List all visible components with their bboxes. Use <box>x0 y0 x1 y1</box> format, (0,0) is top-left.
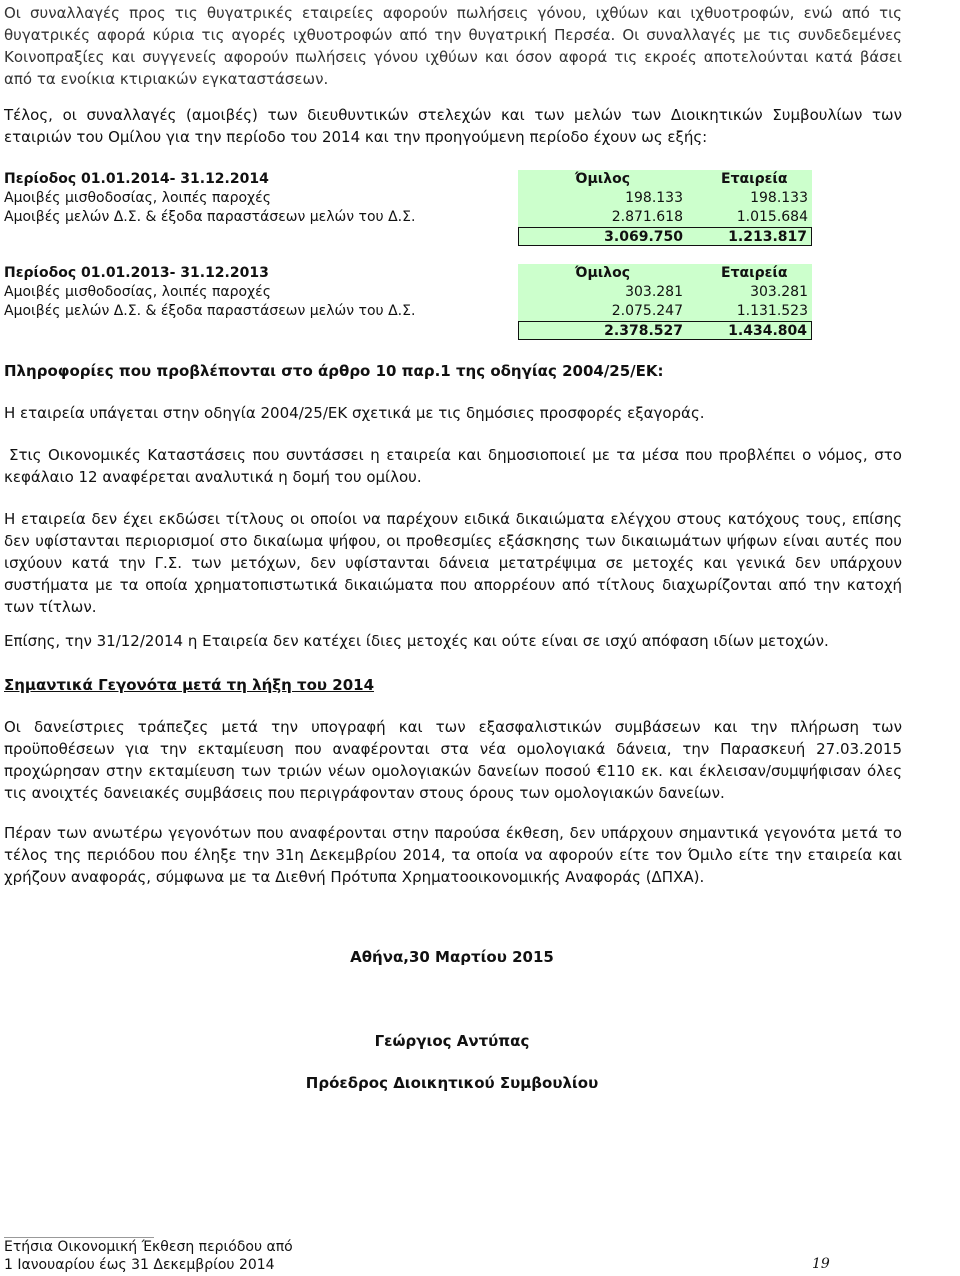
company-value: 1.015.684 <box>687 208 812 227</box>
company-total: 1.434.804 <box>687 321 812 340</box>
table-header-row <box>4 170 812 189</box>
column-header-company: Εταιρεία <box>687 170 812 189</box>
signature-role: Πρόεδρος Διοικητικού Συμβουλίου <box>305 1074 599 1092</box>
group-value: 303.281 <box>518 283 687 302</box>
row-label: Αμοιβές μελών Δ.Σ. & έξοδα παραστάσεων μελών του Δ.Σ. <box>4 209 416 225</box>
paragraph-fees-intro: Τέλος, οι συναλλαγές (αμοιβές) των διευθυντικών στελεχών και των μελών των Διοικητικών Συμβουλίων των εταιριών του Ομίλου για την περίοδο του 2014 και την προηγούμενη περίοδο έχουν ως εξής: <box>4 106 902 146</box>
row-label: Αμοιβές μελών Δ.Σ. & έξοδα παραστάσεων μελών του Δ.Σ. <box>4 303 416 319</box>
table-period-title: Περίοδος 01.01.2013- 31.12.2013 <box>4 265 269 281</box>
table-row <box>4 189 812 208</box>
column-header-group: Όμιλος <box>518 170 687 189</box>
group-value: 2.075.247 <box>518 302 687 321</box>
table-period-title: Περίοδος 01.01.2014- 31.12.2014 <box>4 171 269 187</box>
table-total-row <box>4 227 812 246</box>
footer-line-1: Ετήσια Οικονομική Έκθεση περιόδου από <box>4 1239 293 1255</box>
paragraph-securities: Η εταιρεία δεν έχει εκδώσει τίτλους οι οποίοι να παρέχουν ειδικά δικαιώματα ελέγχου στους κατόχους τους, επίσης δεν υφίστανται περιορισμοί στο δικαίωμα ψήφου, οι προθεσμίες εξάσκησης των δικαιωμάτων ψήφων είναι αυτές που ισχύουν κατά την Γ.Σ. των μετόχων, δεν υφίστανται δάνεια μετατρέψιμα σε μετοχές και γενικά δεν υπάρχουν συστήματα με τα οποία χρηματοπιστωτικά δικαιώματα που απορρέουν από τίτλους διαχωρίζονται από την κατοχή των τίτλων. <box>4 510 902 616</box>
paragraph-banks: Οι δανείστριες τράπεζες μετά την υπογραφή και των εξασφαλιστικών συμβάσεων και την πλήρωση των προϋποθέσεων για την εκταμίευση που αναφέρονται στα νέα ομολογιακά δάνεια, την Παρασκευή 27.03.2015 προχώρησαν στην εκταμίευση των τριών νέων ομολογιακών δανείων ποσού €110 εκ. και έκλεισαν/συμψήφισαν όλες τις ανοιχτές δανειακές συμβάσεις που περιγράφονταν στους όρους των ομολογιακών δανείων. <box>4 718 902 802</box>
company-value: 198.133 <box>687 189 812 208</box>
paragraph-statements: Στις Οικονομικές Καταστάσεις που συντάσσει η εταιρεία και δημοσιοποιεί με τα μέσα που προβλέπει ο νόμος, στο κεφάλαιο 12 αναφέρεται αναλυτικά η δομή του ομίλου. <box>4 446 902 486</box>
fees-table-2014 <box>4 170 812 246</box>
paragraph-directive: Η εταιρεία υπάγεται στην οδηγία 2004/25/ΕΚ σχετικά με τις δημόσιες προσφορές εξαγοράς. <box>4 404 705 422</box>
table-row <box>4 283 812 302</box>
heading-article10: Πληροφορίες που προβλέπονται στο άρθρο 10 παρ.1 της οδηγίας 2004/25/ΕΚ: <box>4 362 664 380</box>
group-total: 2.378.527 <box>518 321 687 340</box>
table-header-row <box>4 264 812 283</box>
column-header-company: Εταιρεία <box>687 264 812 283</box>
paragraph-intro: Οι συναλλαγές προς τις θυγατρικές εταιρείες αφορούν πωλήσεις γόνου, ιχθύων και ιχθυοτροφών, ενώ από τις θυγατρικές αφορά κύρια τις αγορές ιχθυοτροφών από την θυγατρική Περσέα. Οι συναλλαγές με τις συνδεδεμένες Κοινοπραξίες και συγγενείς αφορούν πωλήσεις γόνου ιχθύων και όσον αφορά τις εκροές αποτελούνται κατά βάσει από τα ενοίκια κτιριακών εγκαταστάσεων. <box>4 4 902 88</box>
signature-place-date: Αθήνα,30 Μαρτίου 2015 <box>350 948 554 966</box>
footer-line-2: 1 Ιανουαρίου έως 31 Δεκεμβρίου 2014 <box>4 1257 275 1273</box>
group-value: 198.133 <box>518 189 687 208</box>
paragraph-no-events: Πέραν των ανωτέρω γεγονότων που αναφέρονται στην παρούσα έκθεση, δεν υπάρχουν σημαντικά γεγονότα μετά το τέλος της περιόδου που έληξε την 31η Δεκεμβρίου 2014, τα οποία να αφορούν είτε τον Όμιλο είτε την εταιρεία και χρήζουν αναφοράς, σύμφωνα με τα Διεθνή Πρότυπα Χρηματοοικονομικής Αναφοράς (ΔΠΧΑ). <box>4 824 902 886</box>
row-label: Αμοιβές μισθοδοσίας, λοιπές παροχές <box>4 284 271 300</box>
fees-table-2013 <box>4 264 812 340</box>
column-header-group: Όμιλος <box>518 264 687 283</box>
company-value: 303.281 <box>687 283 812 302</box>
signature-name: Γεώργιος Αντύπας <box>374 1032 530 1050</box>
table-row <box>4 302 812 321</box>
company-value: 1.131.523 <box>687 302 812 321</box>
group-total: 3.069.750 <box>518 227 687 246</box>
table-total-row <box>4 321 812 340</box>
footer <box>4 1238 293 1274</box>
heading-events: Σημαντικά Γεγονότα μετά τη λήξη του 2014 <box>4 676 375 694</box>
row-label: Αμοιβές μισθοδοσίας, λοιπές παροχές <box>4 190 271 206</box>
company-total: 1.213.817 <box>687 227 812 246</box>
group-value: 2.871.618 <box>518 208 687 227</box>
table-row <box>4 208 812 227</box>
page-number: 19 <box>812 1256 830 1272</box>
paragraph-treasury: Επίσης, την 31/12/2014 η Εταιρεία δεν κατέχει ίδιες μετοχές και ούτε είναι σε ισχύ απόφαση ιδίων μετοχών. <box>4 632 829 650</box>
